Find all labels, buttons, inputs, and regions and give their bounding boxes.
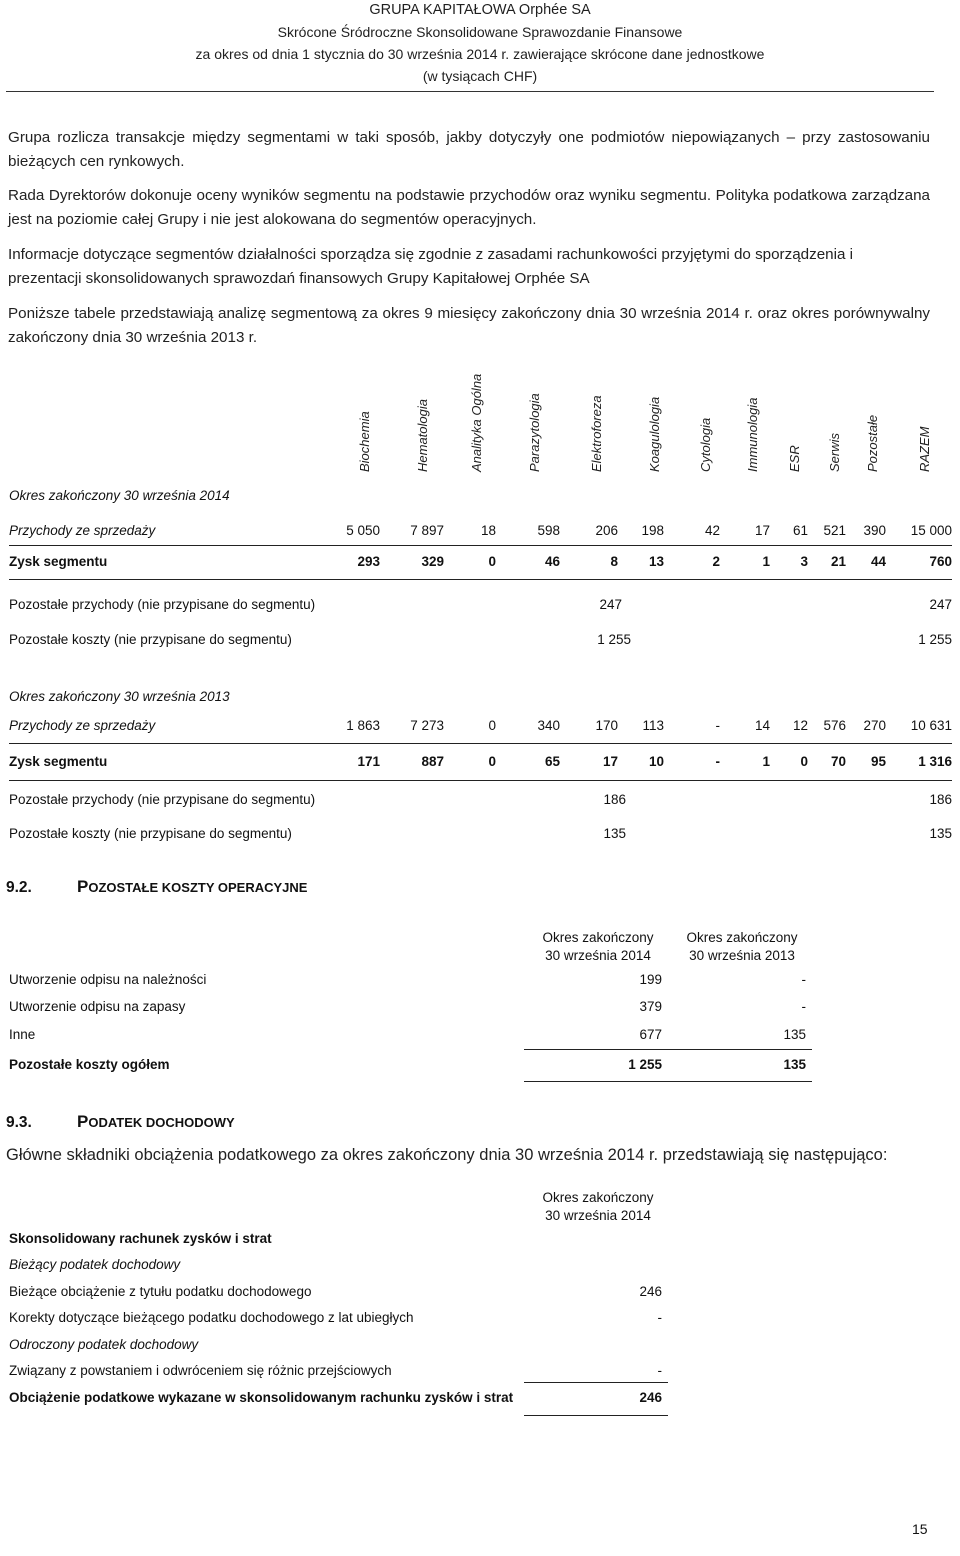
header-rule [6, 91, 934, 92]
column-header-parazytologia [527, 372, 543, 472]
section-9-3-title-initial: P [77, 1112, 89, 1131]
tax-row-value: - [657, 1310, 662, 1325]
tax-col-header-line2: 30 września 2014 [545, 1208, 651, 1223]
other-income-2014-value: 247 [599, 597, 622, 612]
table-cell: - [801, 972, 806, 987]
profit-2013-label: Zysk segmentu [9, 754, 108, 769]
other-costs-2014-label: Pozostałe koszty (nie przypisane do segmentu) [9, 632, 292, 647]
other-income-2013-value: 186 [603, 792, 626, 807]
tax-row-label: Korekty dotyczące bieżącego podatku dochodowego z lat ubiegłych [9, 1310, 414, 1325]
page-number: 15 [912, 1521, 928, 1537]
header-currency: (w tysiącach CHF) [422, 68, 538, 84]
table-cell: 340 [537, 718, 560, 733]
tax-row-value: 246 [639, 1390, 662, 1405]
column-header-label: Cytologia [698, 417, 713, 472]
column-header-label: RAZEM [917, 426, 932, 472]
table-cell: 42 [704, 523, 720, 538]
section-9-3-title-rest: ODATEK DOCHODOWY [88, 1115, 235, 1130]
column-header-label: Biochemia [357, 411, 372, 472]
tax-col-header-line1: Okres zakończony [542, 1190, 654, 1205]
divider [524, 1081, 812, 1082]
table-cell: 113 [642, 718, 664, 733]
other-income-2013-total: 186 [929, 792, 952, 807]
column-header-hematologia [415, 372, 431, 472]
col-header-2013-line1: Okres zakończony [686, 930, 798, 945]
divider [524, 1382, 668, 1383]
section-9-3-title [77, 1112, 235, 1132]
other-income-2014-label: Pozostałe przychody (nie przypisane do segmentu) [9, 597, 316, 612]
table-cell: 576 [823, 718, 846, 733]
sales-2014-label: Przychody ze sprzedaży [9, 523, 156, 538]
other-income-2014-total: 247 [929, 597, 952, 612]
paragraph-segment-analysis: Poniższe tabele przedstawiają analizę segmentową za okres 9 miesięcy zakończony dnia 30 września 2014 r. oraz okres porównywalny zakończony dnia 30 września 2013 r. [8, 305, 930, 346]
table-cell: 198 [641, 523, 664, 538]
tax-row-label: Odroczony podatek dochodowy [9, 1337, 199, 1352]
table-cell: 12 [792, 718, 808, 733]
table-cell: 95 [870, 754, 886, 769]
table-cell: 170 [595, 718, 618, 733]
table-cell: 46 [544, 554, 560, 569]
column-header-cytologia [698, 372, 714, 472]
column-header-label: ESR [787, 445, 802, 472]
column-header-serwis [827, 372, 843, 472]
header-period: za okres od dnia 1 stycznia do 30 września 2014 r. zawierające skrócone dane jednostkowe [195, 46, 765, 62]
table-cell: 8 [610, 554, 618, 569]
divider [9, 780, 952, 781]
table-cell: - [715, 754, 720, 769]
column-header-elektroforeza [589, 372, 605, 472]
other-costs-2013-total: 135 [929, 826, 952, 841]
period-2013-title: Okres zakończony 30 września 2013 [9, 689, 230, 704]
table-cell: 0 [800, 754, 808, 769]
table-cell: - [801, 999, 806, 1014]
column-header-label: Serwis [827, 432, 842, 472]
table-cell: 61 [792, 523, 808, 538]
sales-2013-label: Przychody ze sprzedaży [9, 718, 156, 733]
column-header-label: Analityka Ogólna [469, 373, 484, 472]
table-cell: 18 [480, 523, 496, 538]
table-cell: 2 [712, 554, 720, 569]
table-cell: 10 631 [910, 718, 952, 733]
column-header-label: Elektroforeza [589, 395, 604, 472]
tax-row-label: Obciążenie podatkowe wykazane w skonsolidowanym rachunku zysków i strat [9, 1390, 514, 1405]
other-costs-2014-value: 1 255 [597, 632, 631, 647]
table-cell: 887 [421, 754, 444, 769]
column-header-label: Koagulologia [647, 396, 662, 472]
section-9-2-title [77, 877, 307, 897]
col-header-2013-line2: 30 września 2013 [689, 948, 795, 963]
paragraph-intersegment: Grupa rozlicza transakcje między segmentami w taki sposób, jakby dotyczyły one podmiotów niepowiązanych – przy zastosowaniu bieżących cen rynkowych. [8, 129, 930, 170]
paragraph-board-assessment: Rada Dyrektorów dokonuje oceny wyników segmentu na podstawie przychodów oraz wyniku segmentu. Polityka podatkowa zarządzana jest na poziomie całej Grupy i nie jest alokowana do segmentów operacyjnych. [8, 187, 930, 228]
divider [9, 743, 952, 744]
other-costs-2013-value: 135 [603, 826, 626, 841]
column-header-label: Parazytologia [527, 393, 542, 472]
table-cell: 206 [595, 523, 618, 538]
table-cell: 17 [754, 523, 770, 538]
section-9-2-title-rest: OZOSTAŁE KOSZTY OPERACYJNE [88, 880, 308, 895]
s92-total-2013: 135 [783, 1057, 806, 1072]
table-cell: 70 [830, 754, 846, 769]
table-cell: 44 [870, 554, 886, 569]
column-header-biochemia [357, 372, 373, 472]
s92-total-2014: 1 255 [628, 1057, 662, 1072]
table-cell: 1 863 [346, 718, 380, 733]
divider [9, 545, 952, 546]
table-cell: 1 [762, 554, 770, 569]
table-cell: 270 [863, 718, 886, 733]
col-header-2014-line1: Okres zakończony [542, 930, 654, 945]
table-cell: 0 [488, 754, 496, 769]
header-report-title: Skrócone Śródroczne Skonsolidowane Sprawozdanie Finansowe [277, 24, 683, 40]
table-cell: 3 [800, 554, 808, 569]
table-cell: 171 [357, 754, 380, 769]
table-cell: 329 [421, 554, 444, 569]
table-cell: 14 [754, 718, 770, 733]
table-cell: 379 [639, 999, 662, 1014]
tax-row-value: - [657, 1363, 662, 1378]
table-cell: 5 050 [346, 523, 380, 538]
table-cell: 21 [830, 554, 846, 569]
tax-row-label: Związany z powstaniem i odwróceniem się różnic przejściowych [9, 1363, 392, 1378]
column-header-label: Immunologia [745, 397, 760, 472]
section-9-2-title-initial: P [77, 877, 89, 896]
table-cell: 15 000 [910, 523, 952, 538]
period-2014-title: Okres zakończony 30 września 2014 [9, 488, 230, 503]
other-costs-2013-label: Pozostałe koszty (nie przypisane do segmentu) [9, 826, 292, 841]
column-header-pozostałe [865, 372, 881, 472]
table-cell: 0 [488, 718, 496, 733]
table-cell: 0 [488, 554, 496, 569]
table-row-label: Utworzenie odpisu na należności [9, 972, 207, 987]
divider [524, 1049, 812, 1050]
table-cell: 7 897 [410, 523, 444, 538]
column-header-koagulologia [647, 372, 663, 472]
table-cell: 1 316 [918, 754, 952, 769]
column-header-razem [917, 372, 933, 472]
column-header-analityka-ogólna [469, 372, 485, 472]
table-cell: 10 [648, 754, 664, 769]
table-cell: 598 [537, 523, 560, 538]
table-cell: 17 [602, 754, 618, 769]
section-9-3-intro: Główne składniki obciążenia podatkowego za okres zakończony dnia 30 września 2014 r. przedstawiają się następująco: [6, 1146, 888, 1164]
table-cell: 293 [357, 554, 380, 569]
table-cell: 135 [783, 1027, 806, 1042]
column-header-label: Hematologia [415, 399, 430, 472]
table-row-label: Inne [9, 1027, 36, 1042]
table-cell: 199 [639, 972, 662, 987]
table-row-label: Utworzenie odpisu na zapasy [9, 999, 186, 1014]
divider [524, 1415, 668, 1416]
divider [9, 579, 952, 580]
s92-total-label: Pozostałe koszty ogółem [9, 1057, 170, 1072]
tax-row-label: Bieżący podatek dochodowy [9, 1257, 181, 1272]
table-cell: 65 [544, 754, 560, 769]
column-header-esr [787, 372, 803, 472]
other-costs-2014-total: 1 255 [918, 632, 952, 647]
table-cell: 1 [762, 754, 770, 769]
paragraph-accounting-policy: Informacje dotyczące segmentów działalności sporządza się zgodnie z zasadami rachunkowości przyjętymi do sporządzenia i prezentacji skonsolidowanych sprawozdań finansowych Grupy Kapitałowej Orphée SA [8, 246, 854, 287]
profit-2014-label: Zysk segmentu [9, 554, 108, 569]
col-header-2014-line2: 30 września 2014 [545, 948, 651, 963]
table-cell: 13 [648, 554, 664, 569]
table-cell: 7 273 [410, 718, 444, 733]
table-cell: 390 [863, 523, 886, 538]
table-cell: 677 [639, 1027, 662, 1042]
table-cell: 760 [929, 554, 952, 569]
column-header-label: Pozostałe [865, 414, 880, 472]
other-income-2013-label: Pozostałe przychody (nie przypisane do segmentu) [9, 792, 316, 807]
table-cell: - [715, 718, 720, 733]
header-company: GRUPA KAPITAŁOWA Orphée SA [369, 2, 591, 18]
column-header-immunologia [745, 372, 761, 472]
table-cell: 521 [823, 523, 846, 538]
tax-row-value: 246 [639, 1284, 662, 1299]
tax-row-label: Skonsolidowany rachunek zysków i strat [9, 1231, 272, 1246]
tax-row-label: Bieżące obciążenie z tytułu podatku dochodowego [9, 1284, 312, 1299]
section-9-3-number: 9.3. [6, 1114, 32, 1131]
section-9-2-number: 9.2. [6, 879, 32, 896]
